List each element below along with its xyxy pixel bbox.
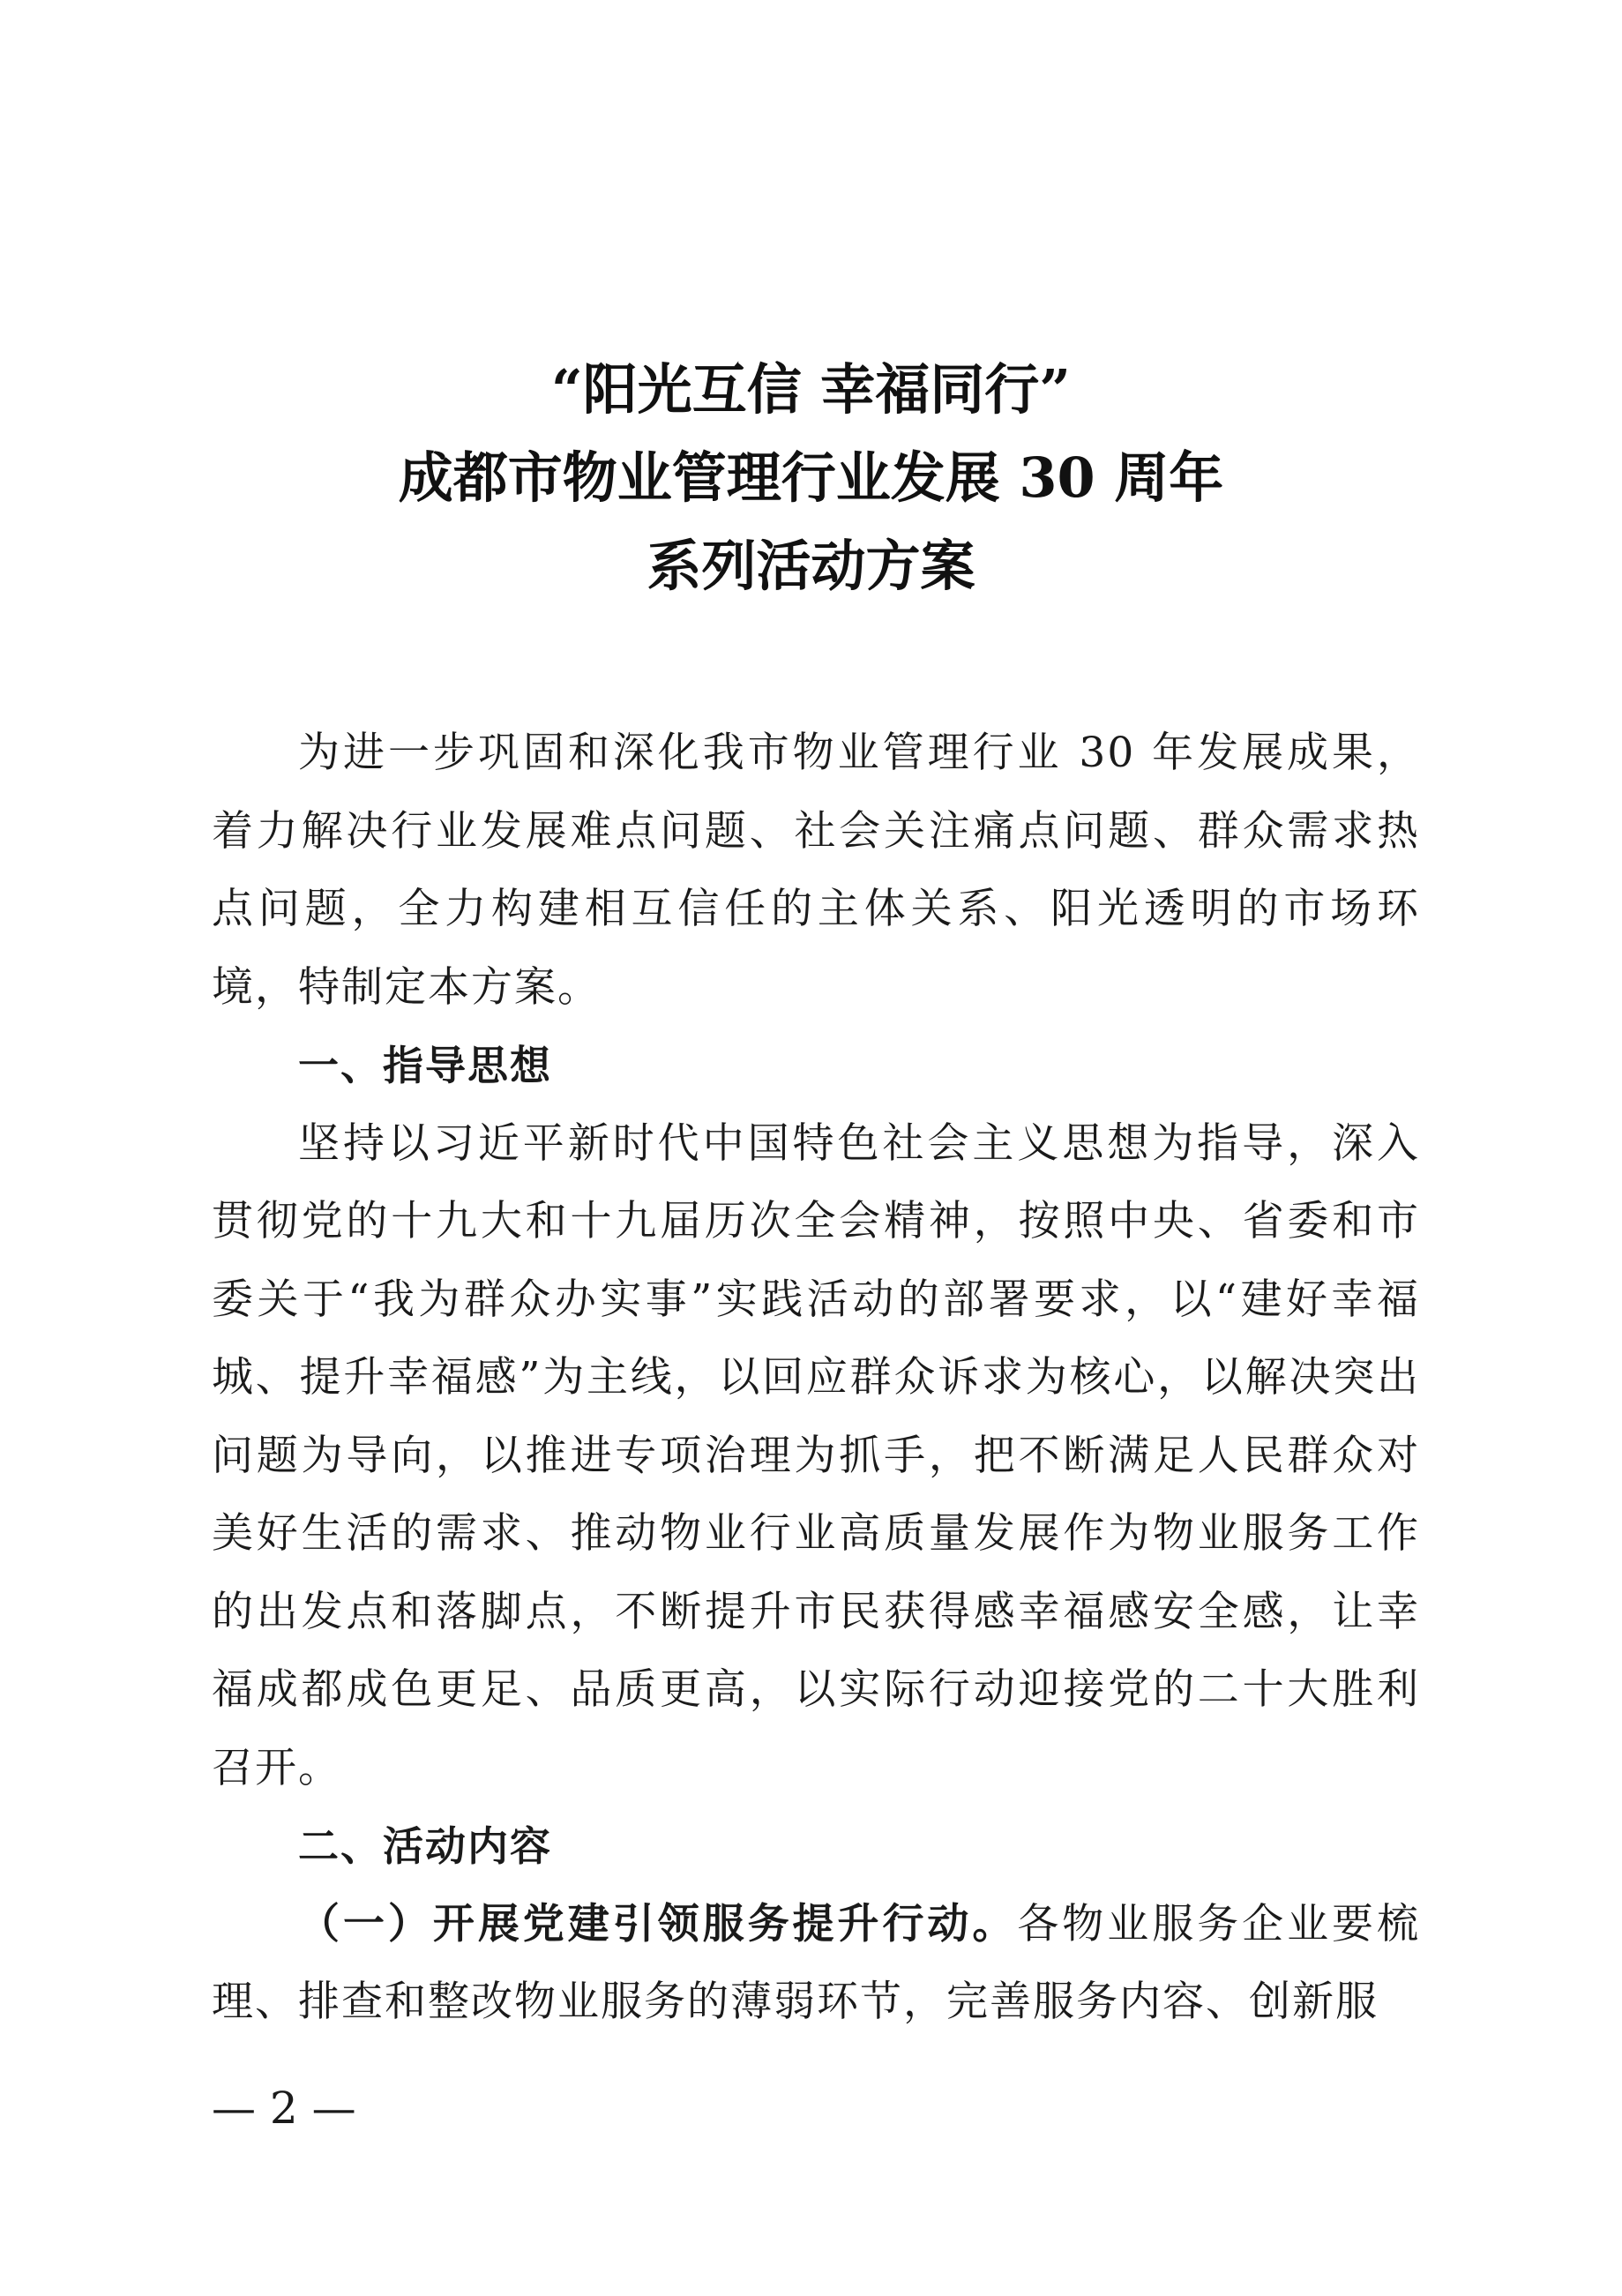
document-body bbox=[212, 714, 1420, 2042]
title-line-1: “阳光互信 幸福同行” bbox=[551, 357, 1071, 422]
guiding-ideology-paragraph: 坚持以习近平新时代中国特色社会主义思想为指导，深入贯彻党的十九大和十九届历次全会精神，按照中央、省委和市委关于“我为群众办实事”实践活动的部署要求，以“建好幸福城、提升幸福感”为主线，以回应群众诉求为核心，以解决突出问题为导向，以推进专项治理为抓手，把不断满足人民群众对美好生活的需求、推动物业行业高质量发展作为物业服务工作的出发点和落脚点，不断提升市民获得感幸福感安全感，让幸福成都成色更足、品质更高，以实际行动迎接党的二十大胜利召开。 bbox=[212, 1118, 1420, 1792]
activity-item-1-body: 各物业服务企业要梳理、排查和整改物业服务的薄弱环节，完善服务内容、创新服 bbox=[212, 1899, 1421, 2026]
activity-item-1-title: （一）开展党建引领服务提升行动。 bbox=[298, 1899, 1018, 1948]
title-line-2: 成都市物业管理行业发展 30 周年 bbox=[398, 445, 1224, 510]
activity-item-1-paragraph bbox=[212, 1886, 1420, 2042]
section-heading-guiding-ideology: 一、指导思想 bbox=[298, 1042, 552, 1089]
section-heading-activity-content: 二、活动内容 bbox=[298, 1822, 552, 1870]
page-number: — 2 — bbox=[212, 2083, 356, 2134]
document-title bbox=[0, 346, 1622, 610]
title-line-3: 系列活动方案 bbox=[647, 534, 975, 598]
intro-paragraph: 为进一步巩固和深化我市物业管理行业 30 年发展成果，着力解决行业发展难点问题、社会关注痛点问题、群众需求热点问题，全力构建相互信任的主体关系、阳光透明的市场环境，特制定本方案。 bbox=[212, 729, 1420, 1012]
